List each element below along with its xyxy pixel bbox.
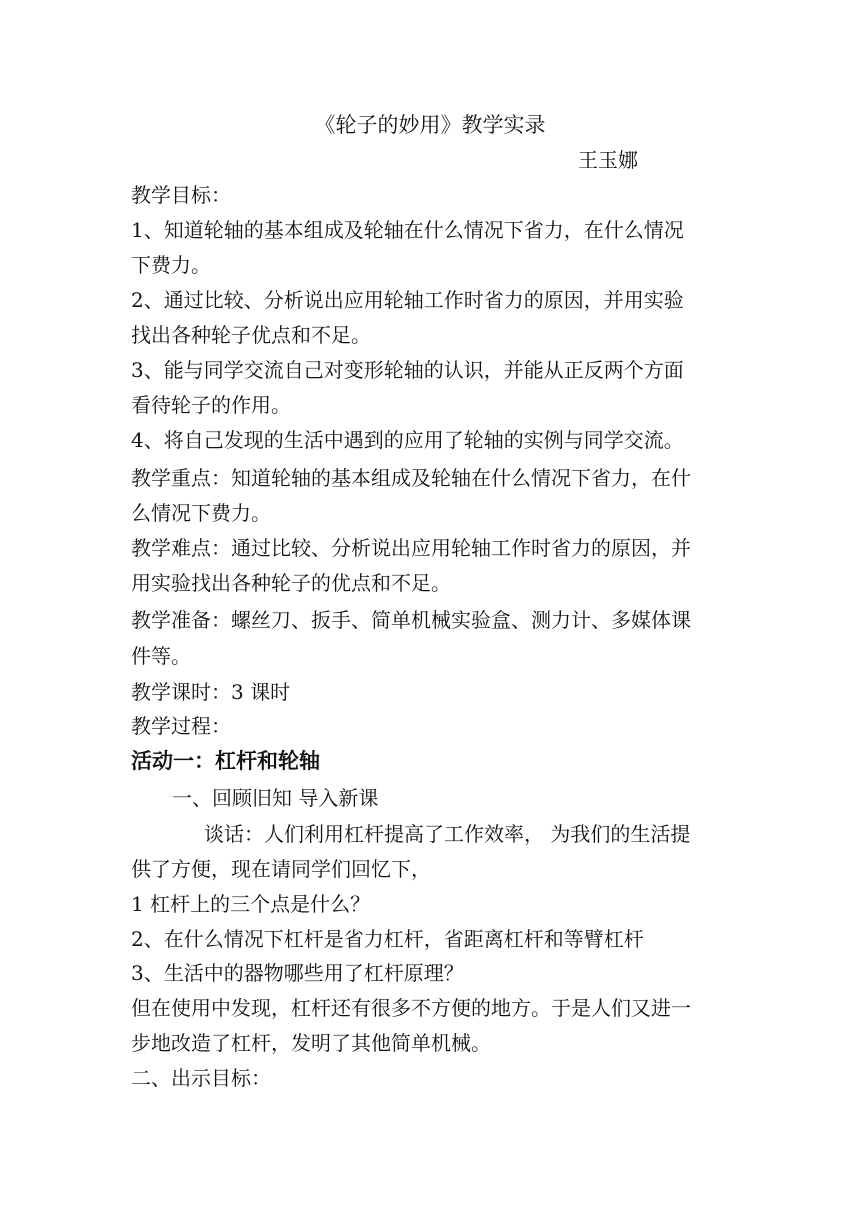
paragraph-line: 步地改造了杠杆，发明了其他简单机械。: [131, 1031, 491, 1055]
paragraph-line: 教学重点：知道轮轴的基本组成及轮轴在什么情况下省力，在什: [131, 466, 691, 490]
paragraph-line: 4、将自己发现的生活中遇到的应用了轮轴的实例与同学交流。: [131, 428, 684, 452]
paragraph-line: 1、知道轮轴的基本组成及轮轴在什么情况下省力，在什么情况: [131, 218, 684, 242]
paragraph-line: 下费力。: [131, 253, 211, 277]
paragraph-line: 看待轮子的作用。: [131, 393, 291, 417]
paragraph-line: 2、在什么情况下杠杆是省力杠杆，省距离杠杆和等臂杠杆: [131, 927, 644, 951]
paragraph-line: 教学目标：: [131, 183, 231, 207]
paragraph-line: 教学难点：通过比较、分析说出应用轮轴工作时省力的原因，并: [131, 536, 691, 560]
document-title: 《轮子的妙用》教学实录: [314, 113, 546, 137]
paragraph-line: 2、通过比较、分析说出应用轮轴工作时省力的原因，并用实验: [131, 288, 684, 312]
paragraph-line: 么情况下费力。: [131, 501, 271, 525]
paragraph-line: 教学准备：螺丝刀、扳手、简单机械实验盒、测力计、多媒体课: [131, 608, 691, 632]
paragraph-line: 用实验找出各种轮子的优点和不足。: [131, 571, 451, 595]
paragraph-line: 找出各种轮子优点和不足。: [131, 323, 371, 347]
subsection-heading: 二、出示目标：: [131, 1066, 271, 1090]
paragraph-line: 1 杠杆上的三个点是什么？: [131, 892, 371, 916]
paragraph-line: 但在使用中发现，杠杆还有很多不方便的地方。于是人们又进一: [131, 996, 691, 1020]
paragraph-line: 3、能与同学交流自己对变形轮轴的认识，并能从正反两个方面: [131, 358, 684, 382]
document-author: 王玉娜: [578, 148, 638, 172]
paragraph-line: 谈话：人们利用杠杆提高了工作效率， 为我们的生活提: [204, 822, 691, 846]
section-heading: 活动一：杠杆和轮轴: [131, 749, 320, 773]
paragraph-line: 教学课时：3 课时: [131, 680, 291, 704]
paragraph-line: 3、生活中的器物哪些用了杠杆原理？: [131, 961, 464, 985]
paragraph-line: 供了方便，现在请同学们回忆下，: [131, 857, 431, 881]
paragraph-line: 件等。: [131, 644, 191, 668]
paragraph-line: 教学过程：: [131, 714, 231, 738]
subsection-heading: 一、回顾旧知 导入新课: [172, 786, 379, 810]
